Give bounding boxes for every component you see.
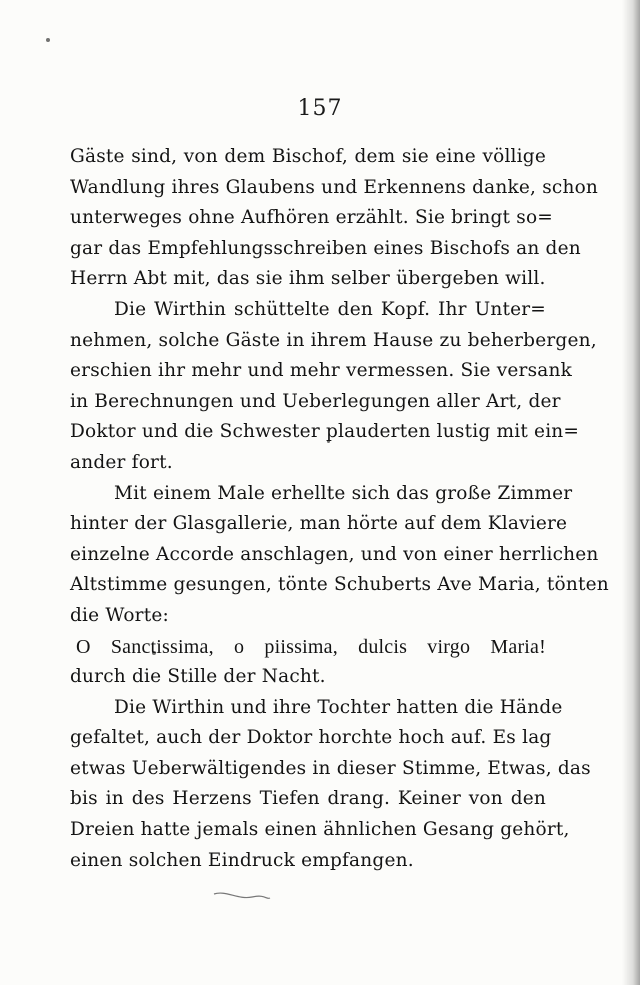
text-line: unterweges ohne Aufhören erzählt. Sie bringt so= [70,207,553,229]
text-line: O Sanctissima, o piissima, dulcis virgo Maria! [76,635,546,658]
text-line: Die Wirthin und ihre Tochter hatten die Hände [114,696,563,718]
text-line: Altstimme gesungen, tönte Schuberts Ave Maria, tönten [70,574,609,596]
text-line: Herrn Abt mit, das sie ihm selber übergeben will. [70,268,546,290]
page-edge-shadow [622,0,640,985]
text-line: hinter der Glasgallerie, man hörte auf dem Klaviere [70,513,568,535]
text-line: nehmen, solche Gäste in ihrem Hause zu beherbergen, [70,329,597,351]
text-line: Wandlung ihres Glaubens und Erkennens danke, schon [70,176,599,198]
ink-speck [46,38,50,42]
text-line: bis in des Herzens Tiefen drang. Keiner von den [70,788,546,810]
text-line: Dreien hatte jemals einen ähnlichen Gesang gehört, [70,819,570,841]
text-line: einen solchen Eindruck empfangen. [70,849,414,871]
page-number: 157 [297,96,343,121]
text-line: in Berechnungen und Ueberlegungen aller Art, der [70,390,561,412]
text-line: etwas Ueberwältigendes in dieser Stimme, Etwas, das [70,757,591,779]
text-line: Die Wirthin schüttelte den Kopf. Ihr Unter= [114,298,546,320]
text-line: erschien ihr mehr und mehr vermessen. Sie versank [70,360,573,382]
printer-mark [212,888,272,904]
text-line: gar das Empfehlungsschreiben eines Bischofs an den [70,237,581,259]
body-text [70,142,609,876]
text-line: ander fort. [70,451,173,473]
text-line: Gäste sind, von dem Bischof, dem sie eine völlige [70,146,546,167]
text-line: gefaltet, auch der Doktor horchte hoch auf. Es lag [70,727,552,749]
text-line: einzelne Accorde anschlagen, und von einer herrlichen [70,543,599,565]
text-line: durch die Stille der Nacht. [70,666,326,688]
text-line: Doktor und die Schwester plauderten lustig mit ein= [70,421,580,443]
text-line: die Worte: [70,604,169,626]
text-line: Mit einem Male erhellte sich das große Zimmer [114,482,573,504]
